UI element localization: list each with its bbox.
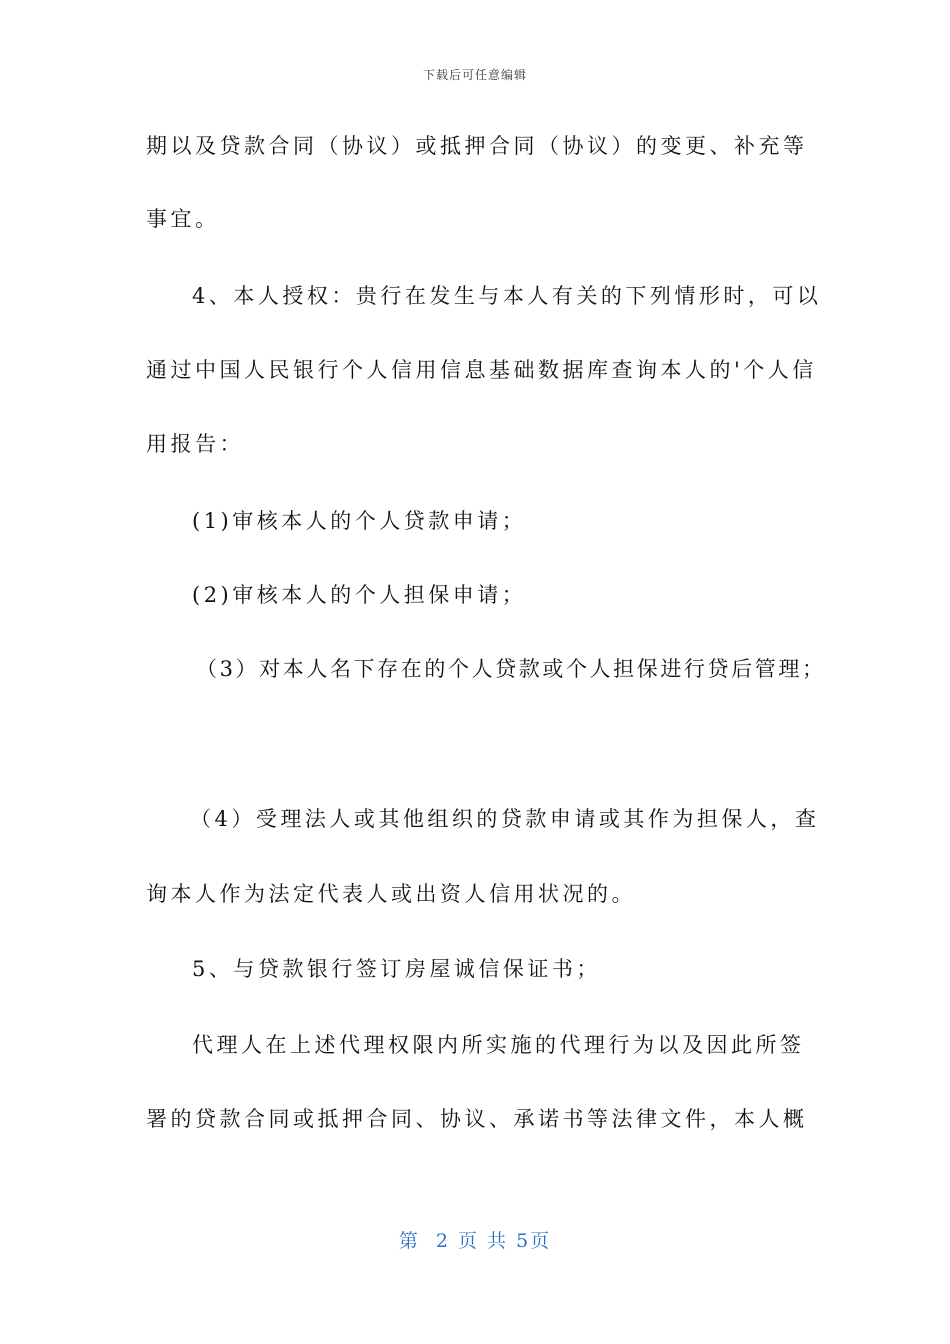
text-line-3: 4、本人授权：贵行在发生与本人有关的下列情形时，可以 — [192, 284, 822, 308]
text-line-5: 用报告： — [146, 432, 244, 456]
text-line-11: 5、与贷款银行签订房屋诚信保证书； — [192, 957, 601, 981]
text-line-7: (2)审核本人的个人担保申请； — [192, 583, 527, 607]
text-line-9: （4）受理法人或其他组织的贷款申请或其作为担保人，查 — [190, 807, 820, 831]
text-line-1: 期以及贷款合同（协议）或抵押合同（协议）的变更、补充等 — [146, 134, 808, 158]
text-line-4: 通过中国人民银行个人信用信息基础数据库查询本人的'个人信 — [146, 358, 817, 382]
page-number: 第 2 页 共 5页 — [398, 1230, 552, 1252]
text-line-6: (1)审核本人的个人贷款申请； — [192, 509, 527, 533]
text-line-8: （3）对本人名下存在的个人贷款或个人担保进行贷后管理； — [196, 657, 826, 681]
page-header: 下载后可任意编辑 — [422, 68, 527, 82]
text-line-13: 署的贷款合同或抵押合同、协议、承诺书等法律文件，本人概 — [146, 1107, 808, 1131]
text-line-10: 询本人作为法定代表人或出资人信用状况的。 — [146, 882, 636, 906]
text-line-2: 事宜。 — [146, 207, 220, 231]
text-line-12: 代理人在上述代理权限内所实施的代理行为以及因此所签 — [192, 1033, 805, 1057]
